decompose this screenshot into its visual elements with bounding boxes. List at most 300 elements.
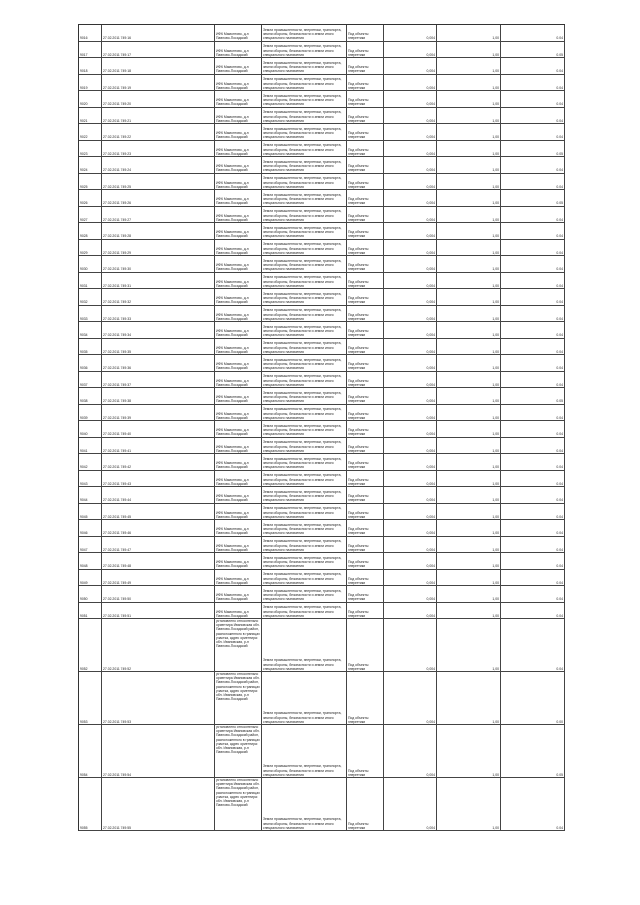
rate-value: 1,00	[437, 725, 501, 777]
record-date: 27.02.2011 749:20	[102, 91, 215, 107]
land-purpose: Под объекты энергетики	[347, 322, 384, 338]
land-category: Земли промышленности, энергетики, транспорта, земли обороны, безопасности и земли иного специального назначения	[262, 75, 347, 91]
sum-value: 0.04	[501, 207, 565, 223]
record-id: 9027	[79, 207, 102, 223]
land-category: Земли промышленности, энергетики, транспорта, земли обороны, безопасности и земли иного специального назначения	[262, 454, 347, 470]
record-id: 9017	[79, 42, 102, 58]
sum-value: 0.04	[501, 306, 565, 322]
rate-value: 1,00	[437, 25, 501, 41]
land-purpose: Под объекты энергетики	[347, 174, 384, 190]
owner-location: ИФК Мамонтово, д-н Павлово-Посадский	[215, 306, 262, 322]
owner-location: ИФК Мамонтово, д-н Павлово-Посадский	[215, 454, 262, 470]
owner-location: ИФК Мамонтово, д-н Павлово-Посадский	[215, 487, 262, 503]
record-id: 9036	[79, 355, 102, 371]
table-row	[79, 520, 565, 537]
land-purpose: Под объекты энергетики	[347, 586, 384, 602]
rate-value: 1,00	[437, 388, 501, 404]
rate-value: 1,00	[437, 520, 501, 536]
record-id: 9023	[79, 141, 102, 157]
area-value: 0,004	[384, 725, 437, 777]
table-row	[79, 91, 565, 108]
area-value: 0,004	[384, 405, 437, 421]
land-purpose: Под объекты энергетики	[347, 454, 384, 470]
land-category: Земли промышленности, энергетики, транспорта, земли обороны, безопасности и земли иного специального назначения	[262, 504, 347, 520]
land-purpose: Под объекты энергетики	[347, 240, 384, 256]
land-purpose: Под объекты энергетики	[347, 256, 384, 272]
record-id: 9024	[79, 157, 102, 173]
record-date: 27.02.2011 749:23	[102, 141, 215, 157]
owner-location: ИФК Мамонтово, д-н Павлово-Посадский	[215, 388, 262, 404]
table-row	[79, 372, 565, 389]
sum-value: 0.04	[501, 537, 565, 553]
area-value: 0,004	[384, 256, 437, 272]
record-date: 27.02.2011 749:37	[102, 372, 215, 388]
land-category: Земли промышленности, энергетики, транспорта, земли обороны, безопасности и земли иного специального назначения	[262, 725, 347, 777]
sum-value: 0.04	[501, 454, 565, 470]
rate-value: 1,00	[437, 273, 501, 289]
area-value: 0,004	[384, 207, 437, 223]
rate-value: 1,00	[437, 124, 501, 140]
sum-value: 0.04	[501, 256, 565, 272]
sum-value: 0.00	[501, 672, 565, 724]
owner-location: ИФК Мамонтово, д-н Павлово-Посадский	[215, 75, 262, 91]
table-row	[79, 141, 565, 158]
table-row	[79, 619, 565, 672]
sum-value: 0.04	[501, 174, 565, 190]
land-category: Земли промышленности, энергетики, транспорта, земли обороны, безопасности и земли иного специального назначения	[262, 223, 347, 239]
land-category: Земли промышленности, энергетики, транспорта, земли обороны, безопасности и земли иного специального назначения	[262, 537, 347, 553]
record-date: 27.02.2011 749:33	[102, 306, 215, 322]
land-category: Земли промышленности, энергетики, транспорта, земли обороны, безопасности и земли иного специального назначения	[262, 778, 347, 830]
rate-value: 1,00	[437, 141, 501, 157]
record-id: 9055	[79, 778, 102, 830]
sum-value: 0.04	[501, 405, 565, 421]
rate-value: 1,00	[437, 471, 501, 487]
land-purpose: Под объекты энергетики	[347, 388, 384, 404]
land-purpose: Под объекты энергетики	[347, 124, 384, 140]
sum-value: 0.04	[501, 438, 565, 454]
sum-value: 0.04	[501, 520, 565, 536]
sum-value: 0.04	[501, 322, 565, 338]
sum-value: 0.05	[501, 190, 565, 206]
area-value: 0,004	[384, 124, 437, 140]
area-value: 0,004	[384, 322, 437, 338]
table-row	[79, 240, 565, 257]
land-purpose: Под объекты энергетики	[347, 190, 384, 206]
owner-location: ИФК Мамонтово, д-н Павлово-Посадский	[215, 504, 262, 520]
table-row	[79, 256, 565, 273]
rate-value: 1,00	[437, 537, 501, 553]
land-category: Земли промышленности, энергетики, транспорта, земли обороны, безопасности и земли иного специального назначения	[262, 256, 347, 272]
owner-location: ИФК Мамонтово, д-н Павлово-Посадский	[215, 405, 262, 421]
land-purpose: Под объекты энергетики	[347, 25, 384, 41]
record-id: 9045	[79, 504, 102, 520]
land-category: Земли промышленности, энергетики, транспорта, земли обороны, безопасности и земли иного специального назначения	[262, 586, 347, 602]
land-purpose: Под объекты энергетики	[347, 471, 384, 487]
record-id: 9042	[79, 454, 102, 470]
sum-value: 0.04	[501, 289, 565, 305]
table-row	[79, 603, 565, 620]
owner-location: ИФК Мамонтово, д-н Павлово-Посадский	[215, 438, 262, 454]
land-purpose: Под объекты энергетики	[347, 42, 384, 58]
table-row	[79, 108, 565, 125]
record-id: 9032	[79, 289, 102, 305]
area-value: 0,004	[384, 141, 437, 157]
sum-value: 0.04	[501, 421, 565, 437]
rate-value: 1,00	[437, 157, 501, 173]
table-row	[79, 778, 565, 831]
area-value: 0,004	[384, 355, 437, 371]
record-date: 27.02.2011 749:35	[102, 339, 215, 355]
area-value: 0,004	[384, 339, 437, 355]
area-value: 0,004	[384, 603, 437, 619]
land-purpose: Под объекты энергетики	[347, 778, 384, 830]
owner-location: установлено относительно ориентира Ивановская обл. Павлово-Посадский район, расположенного в границах участка, адрес ориентира: обл. Ивановская, р-н Павлово-Посадский	[215, 619, 262, 671]
sum-value: 0.04	[501, 487, 565, 503]
rate-value: 1,00	[437, 240, 501, 256]
land-purpose: Под объекты энергетики	[347, 537, 384, 553]
table-row	[79, 58, 565, 75]
owner-location: ИФК Мамонтово, д-н Павлово-Посадский	[215, 586, 262, 602]
sum-value: 0.04	[501, 355, 565, 371]
rate-value: 1,00	[437, 778, 501, 830]
sum-value: 0.04	[501, 504, 565, 520]
land-category: Земли промышленности, энергетики, транспорта, земли обороны, безопасности и земли иного специального назначения	[262, 207, 347, 223]
record-date: 27.02.2011 749:21	[102, 108, 215, 124]
record-date: 27.02.2011 749:27	[102, 207, 215, 223]
land-purpose: Под объекты энергетики	[347, 672, 384, 724]
area-value: 0,004	[384, 273, 437, 289]
land-category: Земли промышленности, энергетики, транспорта, земли обороны, безопасности и земли иного специального назначения	[262, 91, 347, 107]
area-value: 0,004	[384, 91, 437, 107]
sum-value: 0.04	[501, 586, 565, 602]
rate-value: 1,00	[437, 207, 501, 223]
land-purpose: Под объекты энергетики	[347, 570, 384, 586]
owner-location: установлено относительно ориентира Ивановская обл. Павлово-Посадский район, расположенного в границах участка, адрес ориентира: обл. Ивановская, р-н Павлово-Посадский	[215, 778, 262, 830]
record-date: 27.02.2011 749:29	[102, 240, 215, 256]
rate-value: 1,00	[437, 174, 501, 190]
rate-value: 1,00	[437, 487, 501, 503]
sum-value: 0.04	[501, 339, 565, 355]
owner-location: ИФК Мамонтово, д-н Павлово-Посадский	[215, 240, 262, 256]
record-date: 27.02.2011 749:43	[102, 471, 215, 487]
land-category: Земли промышленности, энергетики, транспорта, земли обороны, безопасности и земли иного специального назначения	[262, 306, 347, 322]
owner-location: установлено относительно ориентира Ивановская обл. Павлово-Посадский район, расположенного в границах участка, адрес ориентира: обл. Ивановская, р-н Павлово-Посадский	[215, 725, 262, 777]
record-date: 27.02.2011 749:53	[102, 672, 215, 724]
sum-value: 0.04	[501, 273, 565, 289]
area-value: 0,004	[384, 520, 437, 536]
sum-value: 0.05	[501, 725, 565, 777]
record-date: 27.02.2011 749:48	[102, 553, 215, 569]
record-date: 27.02.2011 749:38	[102, 388, 215, 404]
record-id: 9016	[79, 25, 102, 41]
table-row	[79, 306, 565, 323]
sum-value: 0.04	[501, 240, 565, 256]
land-purpose: Под объекты энергетики	[347, 273, 384, 289]
owner-location: ИФК Мамонтово, д-н Павлово-Посадский	[215, 207, 262, 223]
record-id: 9028	[79, 223, 102, 239]
rate-value: 1,00	[437, 108, 501, 124]
owner-location: ИФК Мамонтово, д-н Павлово-Посадский	[215, 141, 262, 157]
record-date: 27.02.2011 749:44	[102, 487, 215, 503]
record-id: 9046	[79, 520, 102, 536]
record-id: 9051	[79, 603, 102, 619]
owner-location: ИФК Мамонтово, д-н Павлово-Посадский	[215, 339, 262, 355]
owner-location: ИФК Мамонтово, д-н Павлово-Посадский	[215, 570, 262, 586]
land-purpose: Под объекты энергетики	[347, 438, 384, 454]
area-value: 0,004	[384, 240, 437, 256]
record-id: 9033	[79, 306, 102, 322]
record-date: 27.02.2011 749:26	[102, 190, 215, 206]
owner-location: ИФК Мамонтово, д-н Павлово-Посадский	[215, 108, 262, 124]
land-category: Земли промышленности, энергетики, транспорта, земли обороны, безопасности и земли иного специального назначения	[262, 388, 347, 404]
table-row	[79, 504, 565, 521]
sum-value: 0.04	[501, 124, 565, 140]
owner-location: ИФК Мамонтово, д-н Павлово-Посадский	[215, 174, 262, 190]
sum-value: 0.04	[501, 372, 565, 388]
rate-value: 1,00	[437, 306, 501, 322]
land-category: Земли промышленности, энергетики, транспорта, земли обороны, безопасности и земли иного специального назначения	[262, 124, 347, 140]
table-row	[79, 454, 565, 471]
land-category: Земли промышленности, энергетики, транспорта, земли обороны, безопасности и земли иного специального назначения	[262, 355, 347, 371]
record-date: 27.02.2011 749:16	[102, 25, 215, 41]
land-category: Земли промышленности, энергетики, транспорта, земли обороны, безопасности и земли иного специального назначения	[262, 487, 347, 503]
record-id: 9030	[79, 256, 102, 272]
record-date: 27.02.2011 749:30	[102, 256, 215, 272]
record-date: 27.02.2011 749:45	[102, 504, 215, 520]
land-category: Земли промышленности, энергетики, транспорта, земли обороны, безопасности и земли иного специального назначения	[262, 322, 347, 338]
owner-location: ИФК Мамонтово, д-н Павлово-Посадский	[215, 42, 262, 58]
area-value: 0,004	[384, 58, 437, 74]
land-category: Земли промышленности, энергетики, транспорта, земли обороны, безопасности и земли иного специального назначения	[262, 339, 347, 355]
land-category: Земли промышленности, энергетики, транспорта, земли обороны, безопасности и земли иного специального назначения	[262, 157, 347, 173]
land-purpose: Под объекты энергетики	[347, 289, 384, 305]
sum-value: 0.04	[501, 603, 565, 619]
land-category: Земли промышленности, энергетики, транспорта, земли обороны, безопасности и земли иного специального назначения	[262, 570, 347, 586]
land-category: Земли промышленности, энергетики, транспорта, земли обороны, безопасности и земли иного специального назначения	[262, 520, 347, 536]
record-id: 9047	[79, 537, 102, 553]
owner-location: ИФК Мамонтово, д-н Павлово-Посадский	[215, 25, 262, 41]
owner-location: установлено относительно ориентира Ивановская обл. Павлово-Посадский район, расположенного в границах участка, адрес ориентира: обл. Ивановская, р-н Павлово-Посадский	[215, 672, 262, 724]
area-value: 0,004	[384, 174, 437, 190]
table-row	[79, 339, 565, 356]
rate-value: 1,00	[437, 190, 501, 206]
owner-location: ИФК Мамонтово, д-н Павлово-Посадский	[215, 553, 262, 569]
land-purpose: Под объекты энергетики	[347, 207, 384, 223]
sum-value: 0.04	[501, 553, 565, 569]
table-row	[79, 537, 565, 554]
owner-location: ИФК Мамонтово, д-н Павлово-Посадский	[215, 421, 262, 437]
record-id: 9031	[79, 273, 102, 289]
area-value: 0,004	[384, 778, 437, 830]
table-row	[79, 75, 565, 92]
record-date: 27.02.2011 749:55	[102, 778, 215, 830]
rate-value: 1,00	[437, 619, 501, 671]
rate-value: 1,00	[437, 223, 501, 239]
rate-value: 1,00	[437, 339, 501, 355]
record-id: 9020	[79, 91, 102, 107]
record-id: 9037	[79, 372, 102, 388]
area-value: 0,004	[384, 586, 437, 602]
land-purpose: Под объекты энергетики	[347, 372, 384, 388]
table-row	[79, 471, 565, 488]
record-date: 27.02.2011 749:24	[102, 157, 215, 173]
rate-value: 1,00	[437, 586, 501, 602]
owner-location: ИФК Мамонтово, д-н Павлово-Посадский	[215, 372, 262, 388]
table-row	[79, 223, 565, 240]
table-row	[79, 322, 565, 339]
sum-value: 0.04	[501, 75, 565, 91]
table-row	[79, 570, 565, 587]
area-value: 0,004	[384, 289, 437, 305]
land-purpose: Под объекты энергетики	[347, 157, 384, 173]
register-table	[78, 24, 565, 831]
land-purpose: Под объекты энергетики	[347, 603, 384, 619]
land-category: Земли промышленности, энергетики, транспорта, земли обороны, безопасности и земли иного специального назначения	[262, 240, 347, 256]
table-row	[79, 586, 565, 603]
record-date: 27.02.2011 749:17	[102, 42, 215, 58]
land-category: Земли промышленности, энергетики, транспорта, земли обороны, безопасности и земли иного специального назначения	[262, 619, 347, 671]
record-date: 27.02.2011 749:41	[102, 438, 215, 454]
area-value: 0,004	[384, 487, 437, 503]
record-id: 9041	[79, 438, 102, 454]
record-date: 27.02.2011 749:19	[102, 75, 215, 91]
record-id: 9049	[79, 570, 102, 586]
record-date: 27.02.2011 749:25	[102, 174, 215, 190]
owner-location: ИФК Мамонтово, д-н Павлово-Посадский	[215, 289, 262, 305]
land-purpose: Под объекты энергетики	[347, 405, 384, 421]
land-purpose: Под объекты энергетики	[347, 504, 384, 520]
sum-value: 0.04	[501, 223, 565, 239]
record-date: 27.02.2011 749:18	[102, 58, 215, 74]
record-date: 27.02.2011 749:32	[102, 289, 215, 305]
rate-value: 1,00	[437, 372, 501, 388]
area-value: 0,004	[384, 504, 437, 520]
land-category: Земли промышленности, энергетики, транспорта, земли обороны, безопасности и земли иного специального назначения	[262, 174, 347, 190]
record-date: 27.02.2011 749:22	[102, 124, 215, 140]
record-id: 9053	[79, 672, 102, 724]
land-purpose: Под объекты энергетики	[347, 306, 384, 322]
area-value: 0,004	[384, 75, 437, 91]
record-date: 27.02.2011 749:49	[102, 570, 215, 586]
land-category: Земли промышленности, энергетики, транспорта, земли обороны, безопасности и земли иного специального назначения	[262, 421, 347, 437]
area-value: 0,004	[384, 157, 437, 173]
area-value: 0,004	[384, 619, 437, 671]
table-row	[79, 487, 565, 504]
rate-value: 1,00	[437, 289, 501, 305]
area-value: 0,004	[384, 190, 437, 206]
land-purpose: Под объекты энергетики	[347, 355, 384, 371]
owner-location: ИФК Мамонтово, д-н Павлово-Посадский	[215, 520, 262, 536]
table-row	[79, 42, 565, 59]
rate-value: 1,00	[437, 405, 501, 421]
rate-value: 1,00	[437, 322, 501, 338]
area-value: 0,004	[384, 454, 437, 470]
record-id: 9044	[79, 487, 102, 503]
record-id: 9040	[79, 421, 102, 437]
record-id: 9054	[79, 725, 102, 777]
land-category: Земли промышленности, энергетики, транспорта, земли обороны, безопасности и земли иного специального назначения	[262, 603, 347, 619]
sum-value: 0.04	[501, 108, 565, 124]
area-value: 0,004	[384, 388, 437, 404]
rate-value: 1,00	[437, 58, 501, 74]
land-category: Земли промышленности, энергетики, транспорта, земли обороны, безопасности и земли иного специального назначения	[262, 289, 347, 305]
land-category: Земли промышленности, энергетики, транспорта, земли обороны, безопасности и земли иного специального назначения	[262, 438, 347, 454]
land-category: Земли промышленности, энергетики, транспорта, земли обороны, безопасности и земли иного специального назначения	[262, 141, 347, 157]
land-purpose: Под объекты энергетики	[347, 58, 384, 74]
land-category: Земли промышленности, энергетики, транспорта, земли обороны, безопасности и земли иного специального назначения	[262, 42, 347, 58]
record-date: 27.02.2011 749:42	[102, 454, 215, 470]
area-value: 0,004	[384, 421, 437, 437]
rate-value: 1,00	[437, 603, 501, 619]
sum-value: 0.04	[501, 471, 565, 487]
record-id: 9025	[79, 174, 102, 190]
area-value: 0,004	[384, 471, 437, 487]
sum-value: 0.04	[501, 619, 565, 671]
rate-value: 1,00	[437, 91, 501, 107]
table-row	[79, 725, 565, 778]
table-row	[79, 124, 565, 141]
sum-value: 0.05	[501, 42, 565, 58]
record-date: 27.02.2011 749:40	[102, 421, 215, 437]
land-category: Земли промышленности, энергетики, транспорта, земли обороны, безопасности и земли иного специального назначения	[262, 273, 347, 289]
rate-value: 1,00	[437, 553, 501, 569]
record-id: 9050	[79, 586, 102, 602]
land-purpose: Под объекты энергетики	[347, 339, 384, 355]
table-row	[79, 405, 565, 422]
area-value: 0,004	[384, 438, 437, 454]
sum-value: 0.04	[501, 778, 565, 830]
area-value: 0,004	[384, 537, 437, 553]
land-purpose: Под объекты энергетики	[347, 91, 384, 107]
table-row	[79, 553, 565, 570]
owner-location: ИФК Мамонтово, д-н Павлово-Посадский	[215, 157, 262, 173]
area-value: 0,004	[384, 372, 437, 388]
table-row	[79, 438, 565, 455]
land-purpose: Под объекты энергетики	[347, 725, 384, 777]
table-row	[79, 355, 565, 372]
record-date: 27.02.2011 749:39	[102, 405, 215, 421]
area-value: 0,004	[384, 223, 437, 239]
table-row	[79, 25, 565, 42]
land-category: Земли промышленности, энергетики, транспорта, земли обороны, безопасности и земли иного специального назначения	[262, 190, 347, 206]
land-category: Земли промышленности, энергетики, транспорта, земли обороны, безопасности и земли иного специального назначения	[262, 405, 347, 421]
table-row	[79, 672, 565, 725]
land-category: Земли промышленности, энергетики, транспорта, земли обороны, безопасности и земли иного специального назначения	[262, 672, 347, 724]
record-id: 9043	[79, 471, 102, 487]
record-date: 27.02.2011 749:51	[102, 603, 215, 619]
record-date: 27.02.2011 749:54	[102, 725, 215, 777]
record-date: 27.02.2011 749:52	[102, 619, 215, 671]
area-value: 0,004	[384, 25, 437, 41]
rate-value: 1,00	[437, 421, 501, 437]
table-row	[79, 421, 565, 438]
table-row	[79, 157, 565, 174]
record-id: 9021	[79, 108, 102, 124]
land-category: Земли промышленности, энергетики, транспорта, земли обороны, безопасности и земли иного специального назначения	[262, 25, 347, 41]
sum-value: 0.04	[501, 91, 565, 107]
land-purpose: Под объекты энергетики	[347, 553, 384, 569]
land-purpose: Под объекты энергетики	[347, 421, 384, 437]
owner-location: ИФК Мамонтово, д-н Павлово-Посадский	[215, 58, 262, 74]
owner-location: ИФК Мамонтово, д-н Павлово-Посадский	[215, 603, 262, 619]
area-value: 0,004	[384, 108, 437, 124]
record-date: 27.02.2011 749:46	[102, 520, 215, 536]
record-date: 27.02.2011 749:28	[102, 223, 215, 239]
sum-value: 0.05	[501, 388, 565, 404]
land-purpose: Под объекты энергетики	[347, 141, 384, 157]
table-row	[79, 174, 565, 191]
